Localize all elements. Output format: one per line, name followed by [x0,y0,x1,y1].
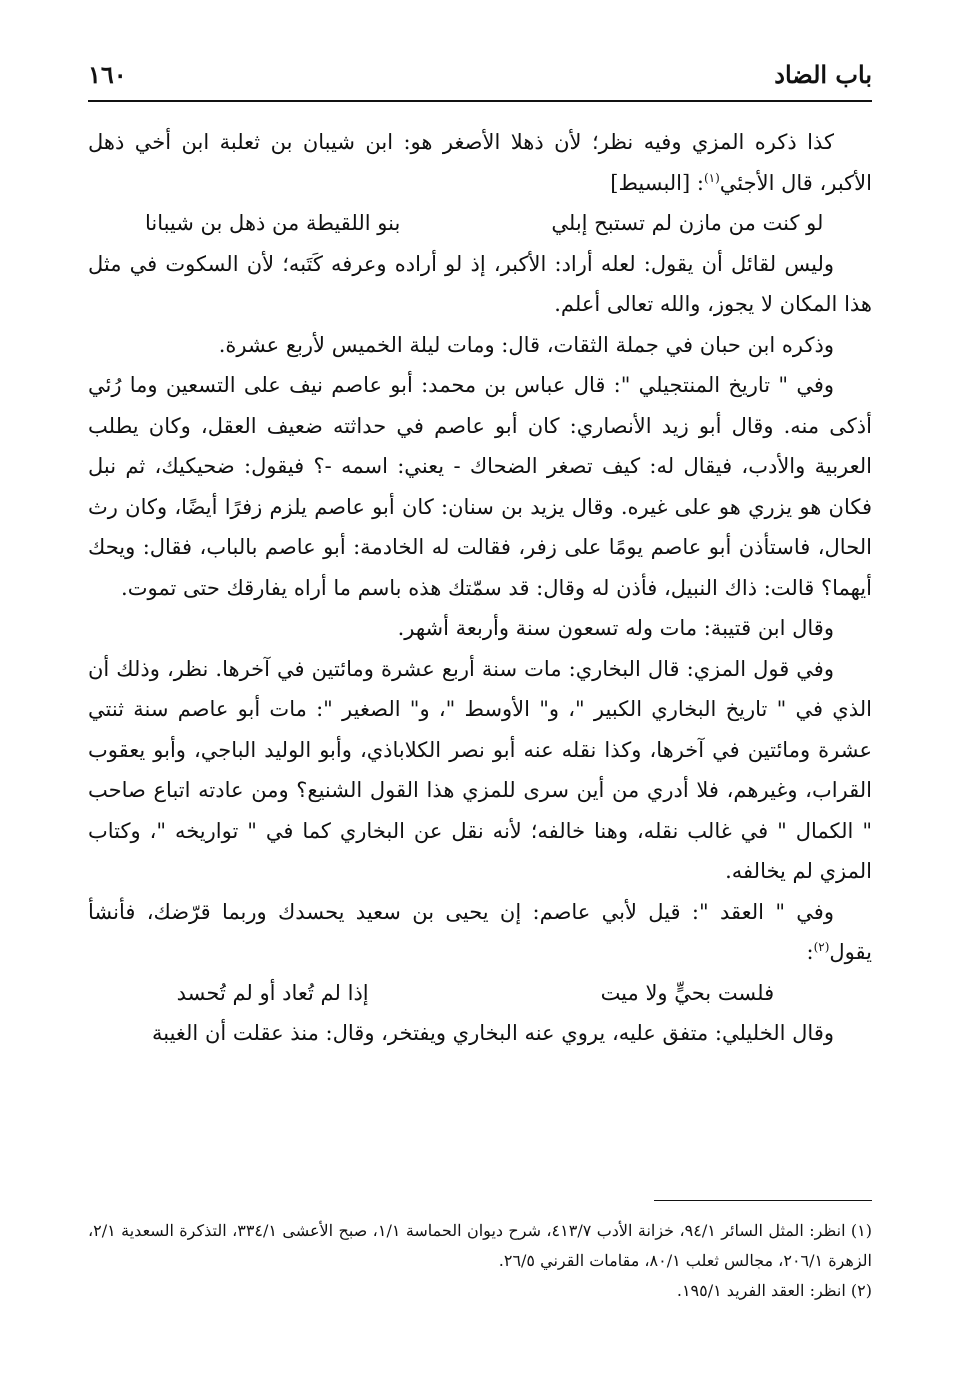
verse-1-second-hemistich: بنو اللقيطة من ذهل بن شيبانا [144,211,401,235]
footnotes [88,1216,872,1306]
paragraph-1 [88,122,872,203]
main-text [88,122,872,1054]
footnote-divider [654,1200,872,1201]
paragraph-1-text: كذا ذكره المزي وفيه نظر؛ لأن ذهلا الأصغر هو: ابن شيبان بن ثعلبة ابن أخي ذهل الأكبر، قال الأجئي [88,130,872,195]
verse-2-first-hemistich: فلست بحيٍّ ولا ميت [600,980,775,1005]
running-title: باب الضاد [774,60,872,89]
paragraph-4: وفي " تاريخ المنتجيلي ": قال عباس بن محمد: أبو عاصم نيف على التسعين وما رُئي أذكى منه. وقال أبو زيد الأنصاري: كان أبو عاصم في حداثته ضعيف العقل، وكان يطلب العربية والأدب، فيقال له: كيف تصغر الضحاك - يعني: اسمه -؟ فيقول: ضحيكيك، ثم نبل فكان هو يزري هو على غيره. وقال يزيد بن سنان: كان أبو عاصم يلزم زفرًا أيضًا، وكان رث الحال، فاستأذن أبو عاصم يومًا على زفر، فقالت له الخادمة: أبو عاصم بالباب، فقال: ويحك أيهما؟ قالت: ذاك النبيل، فأذن له وقال: قد سمّتك هذه باسم ما أراه يفارقك حتى تموت. [88,373,872,600]
verse-2-second-hemistich: إذا لم تُعاد أو لم تُحسد [176,980,369,1005]
meter-label: : [البسيط] [610,170,704,195]
paragraph-2: وليس لقائل أن يقول: لعله أراد: الأكبر، إذ لو أراده وعرفه كَتَبه؛ لأن السكوت في مثل هذا المكان لا يجوز، والله تعالى أعلم. [88,251,872,316]
verse-1 [88,203,872,244]
verse-1-first-hemistich: لو كنت من مازن لم تستبح إبلي [551,211,824,235]
footnote-2: (٢) انظر: العقد الفريد ١٩٥/١. [676,1281,872,1300]
footnote-ref-2: (٢) [813,940,830,954]
paragraph-7-end: : [806,940,814,964]
paragraph-8: وقال الخليلي: متفق عليه، يروي عنه البخاري ويفتخر، وقال: منذ عقلت أن الغيبة [151,1021,834,1045]
page-header [88,56,872,102]
verse-2 [88,973,872,1014]
page-number: ١٦٠ [88,60,127,89]
paragraph-7-text: وفي " العقد ": قيل لأبي عاصم: إن يحيى بن سعيد يحسدك وربما قرّضك، فأنشأ يقول [88,899,872,964]
paragraph-6: وفي قول المزي: قال البخاري: مات سنة أربع عشرة ومائتين في آخرها. نظر، وذلك أن الذي في " تاريخ البخاري الكبير "، و" الأوسط "، و" الصغير ": مات أبو عاصم سنة ثنتي عشرة ومائتين في آخرها، وكذا نقله عنه أبو نصر الكلاباذي، وأبو الوليد الباجي، وأبو يعقوب القراب، وغيرهم، فلا أدري من أين سرى للمزي هذا القول الشنيع؟ ومن عادته اتباع صاحب " الكمال " في غالب نقله، وهنا خالفه؛ لأنه نقل عن البخاري كما في " تواريخه "، وكتاب المزي لم يخالفه. [88,656,872,883]
paragraph-7 [88,892,872,973]
footnote-1: (١) انظر: المثل السائر ٩٤/١، خزانة الأدب ٤١٣/٧، شرح ديوان الحماسة ١/١، صبح الأعشى ٣٣٤/١، التذكرة السعدية ٢/١، الزهرة ٢٠٦/١، مجالس ثعلب ٨٠/١، مقامات القرني ٢٦/٥. [88,1221,873,1270]
paragraph-3: وذكره ابن حبان في جملة الثقات، قال: ومات ليلة الخميس لأربع عشرة. [218,332,834,357]
footnote-ref-1: (١) [703,170,720,185]
paragraph-5: وقال ابن قتيبة: مات وله تسعون سنة وأربعة أشهر. [397,616,834,640]
